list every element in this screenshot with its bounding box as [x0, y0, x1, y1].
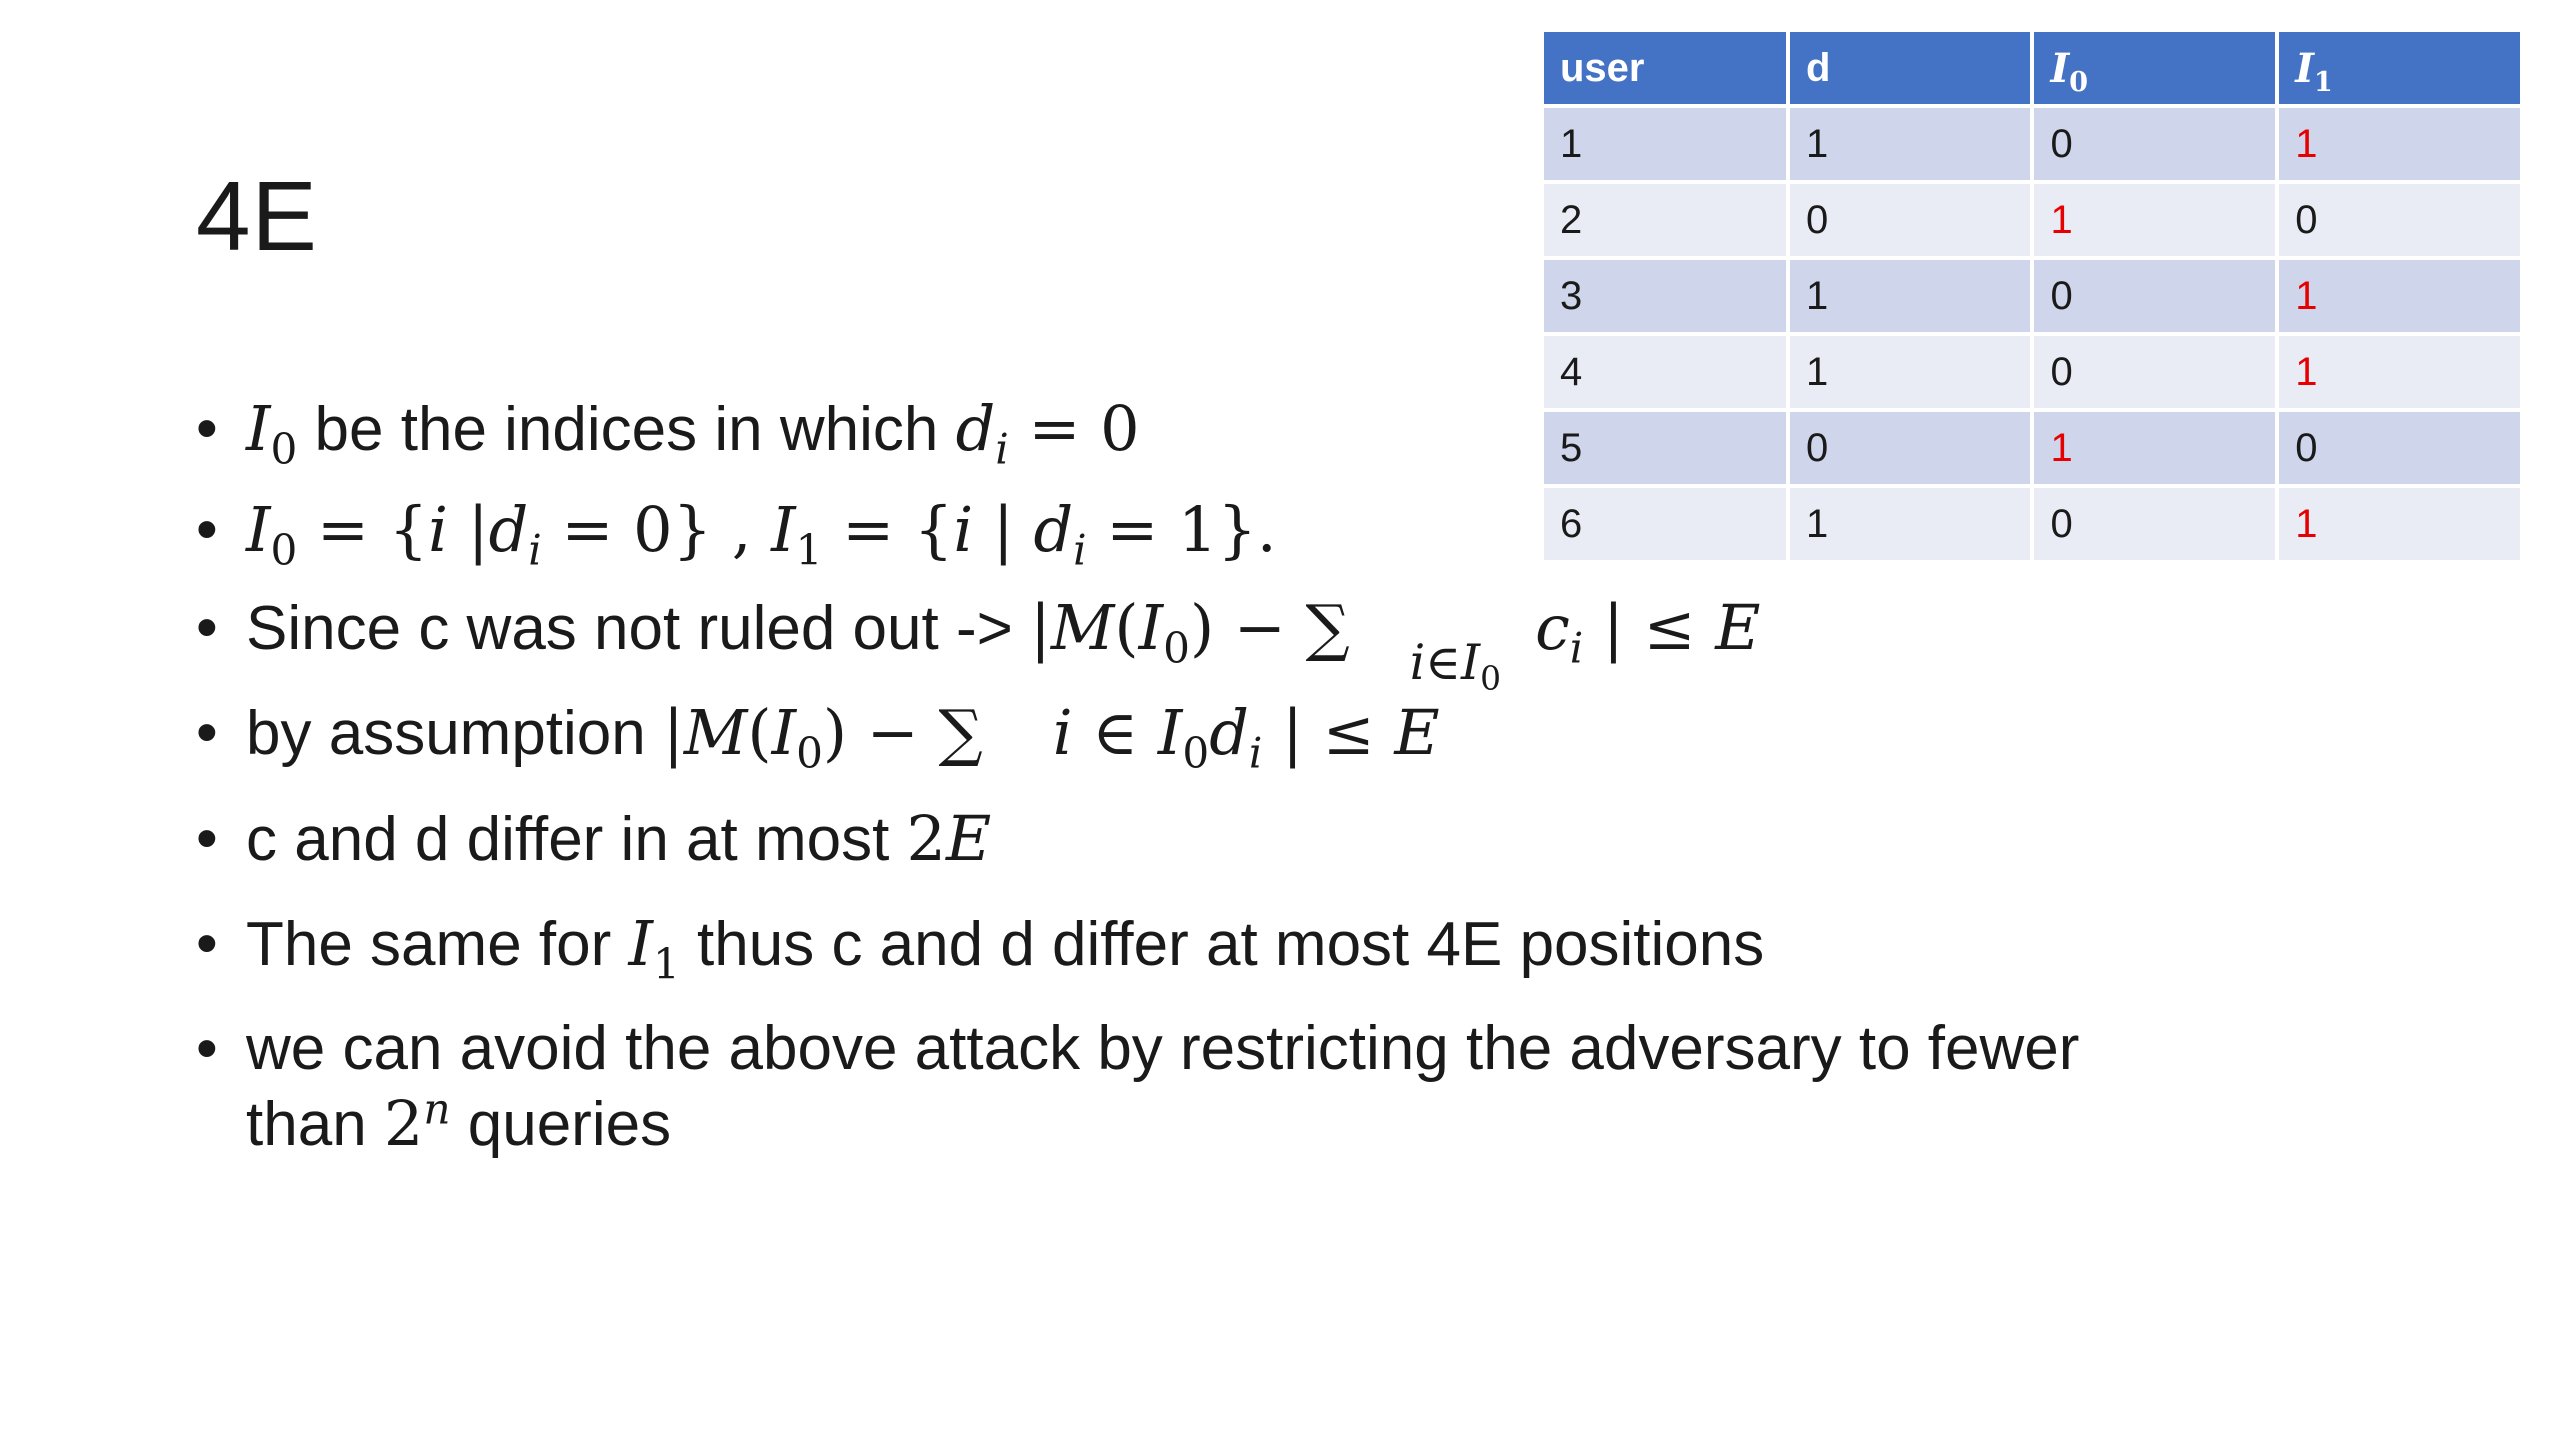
header-d: d [1788, 30, 2032, 106]
math-sub: 0 [270, 525, 298, 575]
cell-i0: 0 [2032, 106, 2277, 182]
math-I: I [1157, 696, 1183, 770]
cell-i0: 1 [2032, 410, 2277, 486]
cell-user: 5 [1542, 410, 1788, 486]
bullet-text: we can avoid the above attack by restricting the adversary to fewer [246, 1014, 2080, 1084]
math-E: E [1394, 696, 1440, 770]
cell-d: 0 [1788, 182, 2032, 258]
cell-i0: 0 [2032, 334, 2277, 410]
math-I: I [628, 906, 653, 980]
math-equals: = 0 [1008, 392, 1140, 465]
cell-user: 1 [1542, 106, 1788, 182]
header-user: user [1542, 30, 1788, 106]
math-M: M [683, 696, 748, 770]
cell-i1: 1 [2277, 334, 2522, 410]
cell-user: 4 [1542, 334, 1788, 410]
bullet-text: The same for [246, 909, 629, 979]
cell-d: 1 [1788, 486, 2032, 562]
bullet-by-assumption [196, 696, 2396, 778]
header-i1-letter: I [2295, 44, 2314, 92]
cell-i0: 0 [2032, 486, 2277, 562]
math-sub: 0 [796, 728, 823, 778]
bullet-set-definition [196, 493, 2396, 575]
header-i0-letter: I [2050, 44, 2070, 92]
math-sup: n [423, 1084, 451, 1134]
cell-i1: 1 [2277, 486, 2522, 562]
math-equals: = { [297, 493, 429, 567]
math-i: i [428, 493, 448, 567]
math-paren: ( [1114, 590, 1139, 664]
header-i1-sub: 1 [2313, 65, 2333, 98]
bullet-not-ruled-out [196, 590, 2396, 698]
math-leq: | ≤ [1262, 696, 1395, 770]
cell-i1: 1 [2277, 258, 2522, 334]
math-bar: | [663, 696, 684, 770]
bullet-avoid-attack [196, 1012, 2396, 1162]
math-I: I [771, 696, 797, 770]
math-d: d [955, 392, 996, 465]
math-sub: i [1248, 728, 1263, 778]
math-I: I [1138, 590, 1164, 664]
cell-user: 3 [1542, 258, 1788, 334]
cell-user: 6 [1542, 486, 1788, 562]
bullet-text: queries [450, 1089, 672, 1159]
bullet-text: by assumption [246, 699, 663, 769]
cell-d: 1 [1788, 334, 2032, 410]
math-E: E [1715, 590, 1761, 664]
bullet-text: c and d differ in at most [246, 804, 907, 874]
table-row [1542, 258, 2522, 334]
cell-i1: 1 [2277, 106, 2522, 182]
cell-i1: 0 [2277, 410, 2522, 486]
math-sub: 0 [270, 424, 298, 474]
math-d: d [1033, 493, 1074, 567]
header-i0-sub: 0 [2069, 65, 2089, 98]
math-sum: ) − ∑ [822, 696, 983, 770]
table-header-row [1542, 30, 2522, 106]
math-bar: | [973, 493, 1034, 567]
slide-title: 4E [196, 161, 318, 271]
math-sub: 0 [1480, 658, 1502, 698]
bullet-text: than [246, 1089, 384, 1159]
math-I: I [246, 493, 271, 567]
math-sub: 0 [1182, 728, 1210, 778]
math-I: I [246, 392, 271, 465]
math-d: d [1209, 696, 1249, 770]
bullet-indices-definition [196, 392, 2396, 474]
math-equals: = { [822, 493, 954, 567]
bullet-text: Since c was not ruled out -> [246, 593, 1031, 663]
math-sum: ) − ∑ [1189, 590, 1350, 664]
cell-user: 2 [1542, 182, 1788, 258]
math-E: E [946, 801, 992, 875]
math-sub: i [995, 424, 1009, 474]
math-I: I [771, 493, 796, 567]
header-i0 [2032, 30, 2277, 106]
math-bar: | [447, 493, 489, 567]
math-index: i∈I [1409, 634, 1481, 691]
math-sub: 1 [652, 939, 680, 989]
math-i: i [953, 493, 974, 567]
bullet-list [196, 392, 2396, 1162]
cell-i0: 1 [2032, 182, 2277, 258]
cell-d: 1 [1788, 258, 2032, 334]
bullet-same-for-i1 [196, 906, 2396, 989]
cell-i0: 0 [2032, 258, 2277, 334]
cell-i1: 0 [2277, 182, 2522, 258]
math-sub: i [1073, 525, 1087, 575]
bullet-differ-2e [196, 802, 2396, 877]
math-two: 2 [906, 801, 946, 875]
math-leq: | ≤ [1583, 590, 1716, 664]
table-row [1542, 106, 2522, 182]
bullet-text: thus c and d differ at most 4E positions [679, 909, 1765, 979]
math-i: i [1052, 696, 1073, 770]
math-two: 2 [383, 1086, 424, 1160]
math-paren: ( [747, 696, 772, 770]
math-sub: i [528, 525, 542, 575]
math-equals: = 1}. [1086, 493, 1277, 567]
bullet-text: be the indices in which [297, 395, 956, 464]
header-i1 [2277, 30, 2522, 106]
math-c: c [1535, 590, 1570, 664]
math-in: ∈ [1072, 696, 1158, 770]
math-sub: 1 [795, 525, 823, 575]
math-equals: = 0} , [541, 493, 772, 567]
sum-index [1409, 634, 1502, 698]
math-M: M [1050, 590, 1115, 664]
math-sub: i [1569, 623, 1584, 673]
cell-d: 1 [1788, 106, 2032, 182]
math-sub: 0 [1163, 623, 1190, 673]
table-row [1542, 182, 2522, 258]
math-bar: | [1030, 590, 1051, 664]
math-d: d [488, 493, 529, 567]
cell-d: 0 [1788, 410, 2032, 486]
